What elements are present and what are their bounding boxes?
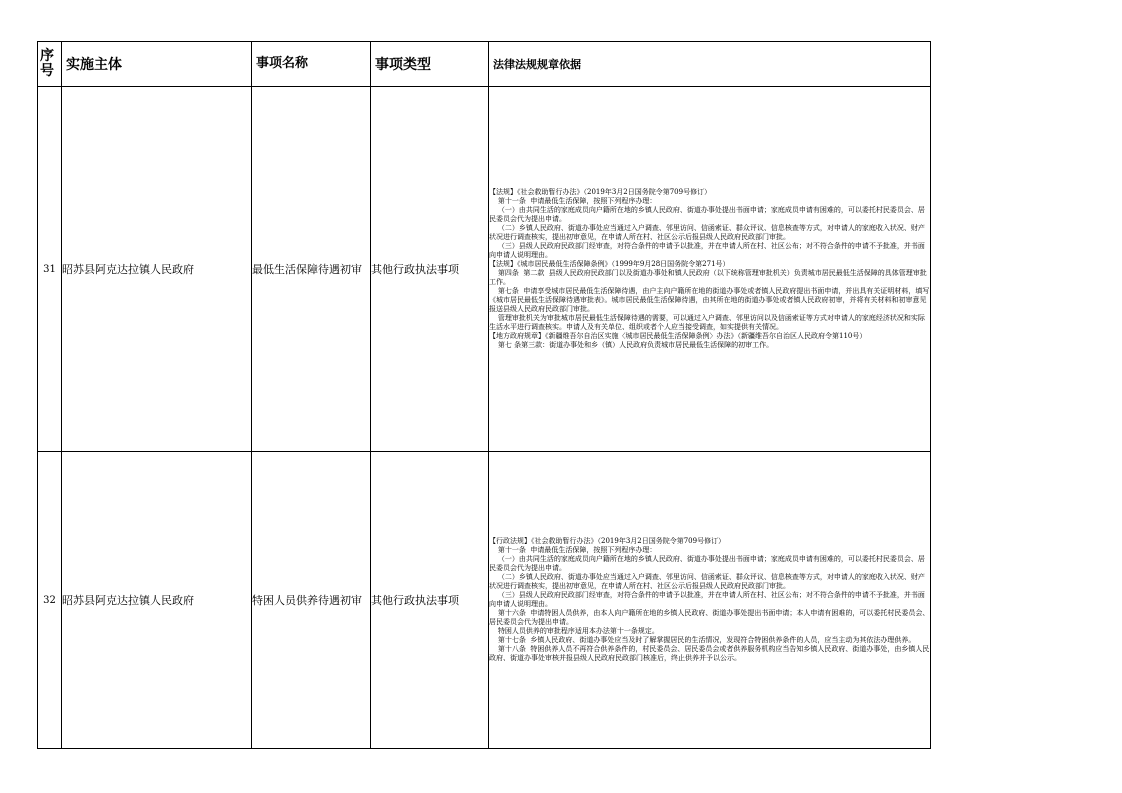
legal-basis-line: 第七 条第三款：街道办事处和乡（镇）人民政府负责城市居民最低生活保障的初审工作。	[489, 341, 774, 349]
row-legal-basis	[489, 87, 931, 452]
legal-basis-line: 【行政法规】《社会救助暂行办法》（2019年3月2日国务院令第709号修订）	[489, 537, 726, 545]
legal-basis-line: 第十一条 申请最低生活保障，按照下列程序办理：	[489, 197, 657, 205]
legal-basis-line: （三）县级人民政府民政部门经审查，对符合条件的申请予以批准，并在申请人所在村、社区公布；对不符合条件的申请不予批准，并书面向申请人说明理由。	[489, 242, 925, 259]
legal-basis-line: 【法规】《社会救助暂行办法》（2019年3月2日国务院令第709号修订）	[489, 188, 712, 196]
header-item-name: 事项名称	[252, 42, 371, 87]
row-item-type: 其他行政执法事项	[371, 452, 489, 749]
legal-basis-line: （一）由共同生活的家庭成员向户籍所在地的乡镇人民政府、街道办事处提出书面申请；家庭成员申请有困难的，可以委托村民委员会、居民委员会代为提出申请。	[489, 206, 925, 223]
header-item-type: 事项类型	[371, 42, 489, 87]
row-subject: 昭苏县阿克达拉镇人民政府	[62, 452, 252, 749]
legal-basis-line: 第十八条 特困供养人员不再符合供养条件的，村民委员会、居民委员会或者供养服务机构应当告知乡镇人民政府、街道办事处，由乡镇人民政府、街道办事处审核并报县级人民政府民政部门核准后，终止供养并予以公示。	[489, 645, 930, 662]
table-row	[38, 452, 931, 749]
legal-basis-line: 第十六条 申请特困人员供养，由本人向户籍所在地的乡镇人民政府、街道办事处提出书面申请；本人申请有困难的，可以委托村民委员会、居民委员会代为提出申请。	[489, 609, 930, 626]
item-list-table	[37, 41, 931, 749]
row-seq: 32	[38, 452, 62, 749]
header-subject: 实施主体	[62, 42, 252, 87]
header-seq: 序号	[38, 42, 62, 87]
legal-basis-line: 第四条 第二款 县级人民政府民政部门以及街道办事处和镇人民政府（以下统称管理审批机关）负责城市居民最低生活保障的具体管理审批工作。	[489, 269, 927, 286]
row-legal-basis	[489, 452, 931, 749]
row-item-name: 特困人员供养待遇初审	[252, 452, 371, 749]
legal-basis-line: （一）由共同生活的家庭成员向户籍所在地的乡镇人民政府、街道办事处提出书面申请；家庭成员申请有困难的，可以委托村民委员会、居民委员会代为提出申请。	[489, 555, 925, 572]
row-item-type: 其他行政执法事项	[371, 87, 489, 452]
legal-basis-line: （三）县级人民政府民政部门经审查，对符合条件的申请予以批准，并在申请人所在村、社区公布；对不符合条件的申请不予批准，并书面向申请人说明理由。	[489, 591, 925, 608]
legal-basis-line: 第七条 申请享受城市居民最低生活保障待遇，由户主向户籍所在地的街道办事处或者镇人民政府提出书面申请，并出具有关证明材料，填写《城市居民最低生活保障待遇审批表》。城市居民最低生活保障待遇，由其所在地的街道办事处或者镇人民政府初审，并将有关材料和初审意见报送县级人民政府民政部门审批。	[489, 287, 930, 313]
legal-basis-line: （二）乡镇人民政府、街道办事处应当通过入户调查、邻里访问、信函索证、群众评议、信息核查等方式，对申请人的家庭收入状况、财产状况进行调查核实，提出初审意见，在申请人所在村、社区公示后报县级人民政府民政部门审批。	[489, 224, 925, 241]
row-item-name: 最低生活保障待遇初审	[252, 87, 371, 452]
legal-basis-line: 特困人员供养的审批程序适用本办法第十一条规定。	[489, 627, 659, 635]
legal-basis-line: 【法规】《城市居民最低生活保障条例》（1999年9月28日国务院令第271号）	[489, 260, 730, 268]
legal-basis-line: （二）乡镇人民政府、街道办事处应当通过入户调查、邻里访问、信函索证、群众评议、信息核查等方式，对申请人的家庭收入状况、财产状况进行调查核实，提出初审意见，在申请人所在村、社区公示后报县级人民政府民政部门审批。	[489, 573, 925, 590]
header-row	[38, 42, 931, 87]
table-row	[38, 87, 931, 452]
legal-basis-line: 第十七条 乡镇人民政府、街道办事处应当及时了解掌握居民的生活情况，发现符合特困供养条件的人员，应当主动为其依法办理供养。	[489, 636, 916, 644]
row-seq: 31	[38, 87, 62, 452]
row-subject: 昭苏县阿克达拉镇人民政府	[62, 87, 252, 452]
legal-basis-line: 管理审批机关为审批城市居民最低生活保障待遇的需要，可以通过入户调查、邻里访问以及信函索证等方式对申请人的家庭经济状况和实际生活水平进行调查核实。申请人及有关单位、组织或者个人应当接受调查，如实提供有关情况。	[489, 314, 925, 331]
legal-basis-line: 【地方政府规章】《新疆维吾尔自治区实施〈城市居民最低生活保障条例〉办法》（新疆维吾尔自治区人民政府令第110号）	[489, 332, 867, 340]
header-legal-basis: 法律法规规章依据	[489, 42, 931, 87]
legal-basis-line: 第十一条 申请最低生活保障，按照下列程序办理：	[489, 546, 657, 554]
